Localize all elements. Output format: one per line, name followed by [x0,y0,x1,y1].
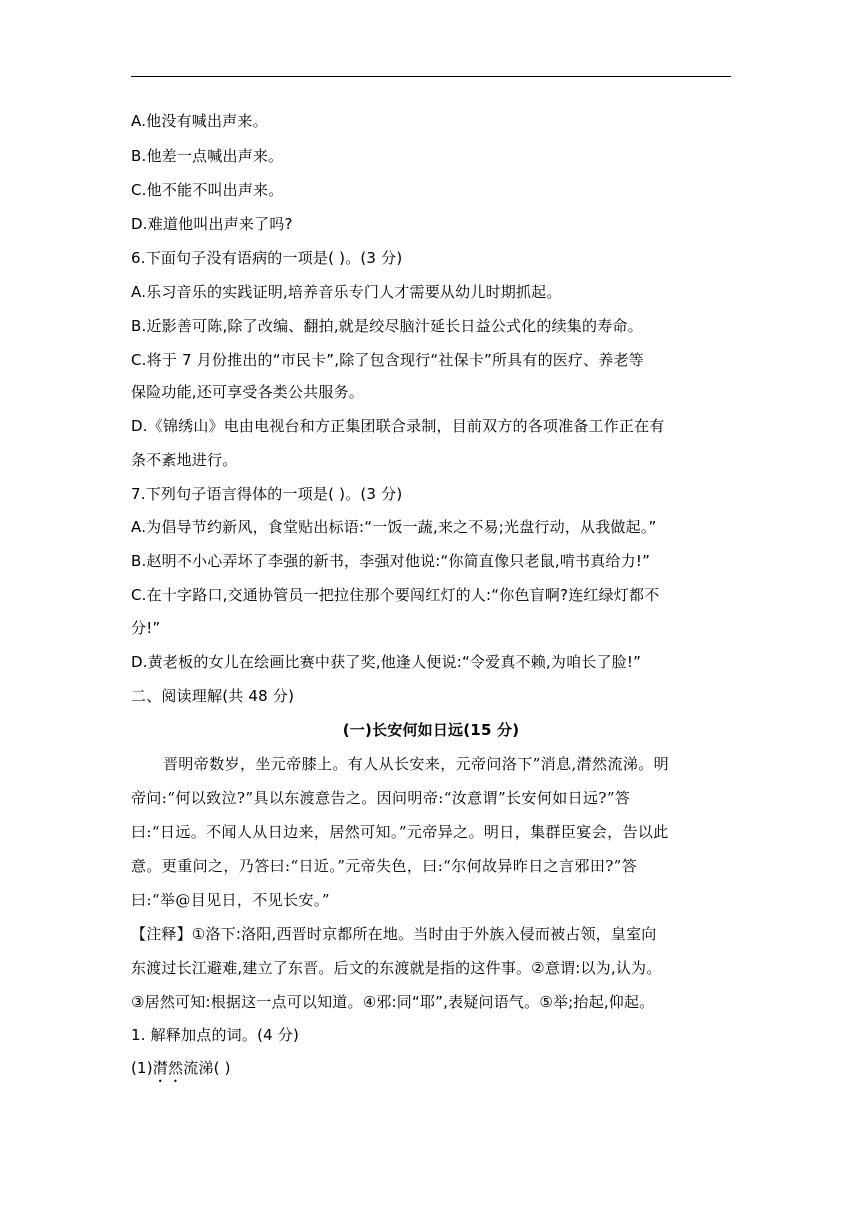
q6-option-a: A.乐习音乐的实践证明,培养音乐专门人才需要从幼儿时期抓起。 [131,283,562,301]
notes-line-3: ③居然可知:根据这一点可以知道。④邪:同“耶”,表疑问语气。⑤举;抬起,仰起。 [131,993,655,1011]
q7-option-a: A.为倡导节约新风，食堂贴出标语:“一饭一蔬,来之不易;光盘行动，从我做起。” [131,518,657,536]
q5-option-c: C.他不能不叫出声来。 [131,181,284,199]
notes-line-1: 【注释】①洛下:洛阳,西晋时京都所在地。当时由于外族入侵而被占领，皇室向 [131,925,657,943]
notes-line-2: 东渡过长江避难,建立了东晋。后文的东渡就是指的这件事。②意谓:以为,认为。 [131,959,662,977]
passage-line-2: 帝问:“何以致泣?”具以东渡意告之。因问明帝:“汝意谓”长安何如日远?”答 [131,789,631,807]
q6-option-b: B.近影善可陈,除了改编、翻拍,就是绞尽脑汁延长日益公式化的续集的寿命。 [131,317,643,335]
q5-option-a: A.他没有喊出声来。 [131,112,268,130]
q7-option-d: D.黄老板的女儿在绘画比赛中获了奖,他逢人便说:“令爱真不赖,为咱长了脸!” [131,653,642,671]
q7-stem: 7.下列句子语言得体的一项是( )。(3 分) [131,485,403,503]
q5-option-b: B.他差一点喊出声来。 [131,147,284,165]
q6-option-c-line2: 保险功能,还可享受各类公共服务。 [131,383,364,401]
q5-option-d: D.难道他叫出声来了吗? [131,215,293,233]
q1-item-1 [131,1058,731,1086]
q6-option-c-line1: C.将于 7 月份推出的“市民卡”,除了包含现行“社保卡”所具有的医疗、养老等 [131,351,644,369]
q1-item-1-number: (1) [131,1059,153,1077]
section-heading: 二、阅读理解(共 48 分) [131,687,295,705]
q7-option-c-line1: C.在十字路口,交通协管员一把拉住那个要闯红灯的人:“你色盲啊?连红绿灯都不 [131,586,660,604]
q6-option-d-line1: D.《锦绣山》电由电视台和方正集团联合录制，目前双方的各项准备工作正在有 [131,417,665,435]
q7-option-c-line2: 分!” [131,619,161,637]
passage-title: (一)长安何如日远(15 分) [342,721,520,739]
q1-item-1-rest: 流涕( ) [183,1059,231,1077]
header-rule [131,76,731,77]
q6-option-d-line2: 条不紊地进行。 [131,451,238,469]
passage-line-3: 曰:“日远。不闻人从日边来，居然可知。”元帝异之。明日，集群臣宴会，告以此 [131,823,669,841]
q1-item-1-dotted-word: 潸然 [152,1059,184,1077]
passage-line-1: 晋明帝数岁，坐元帝膝上。有人从长安来，元帝问洛下”消息,潸然流涕。明 [163,755,670,773]
q7-option-b: B.赵明不小心弄坏了李强的新书，李强对他说:“你简直像只老鼠,啃书真给力!” [131,552,651,570]
q1-stem: 1. 解释加点的词。(4 分) [131,1026,300,1044]
passage-line-4: 意。更重问之，乃答曰:“日近。”元帝失色，曰:“尔何故异昨日之言邪田?”答 [131,857,638,875]
passage-line-5: 曰:“举@目见日，不见长安。” [131,891,330,909]
q6-stem: 6.下面句子没有语病的一项是( )。(3 分) [131,249,403,267]
